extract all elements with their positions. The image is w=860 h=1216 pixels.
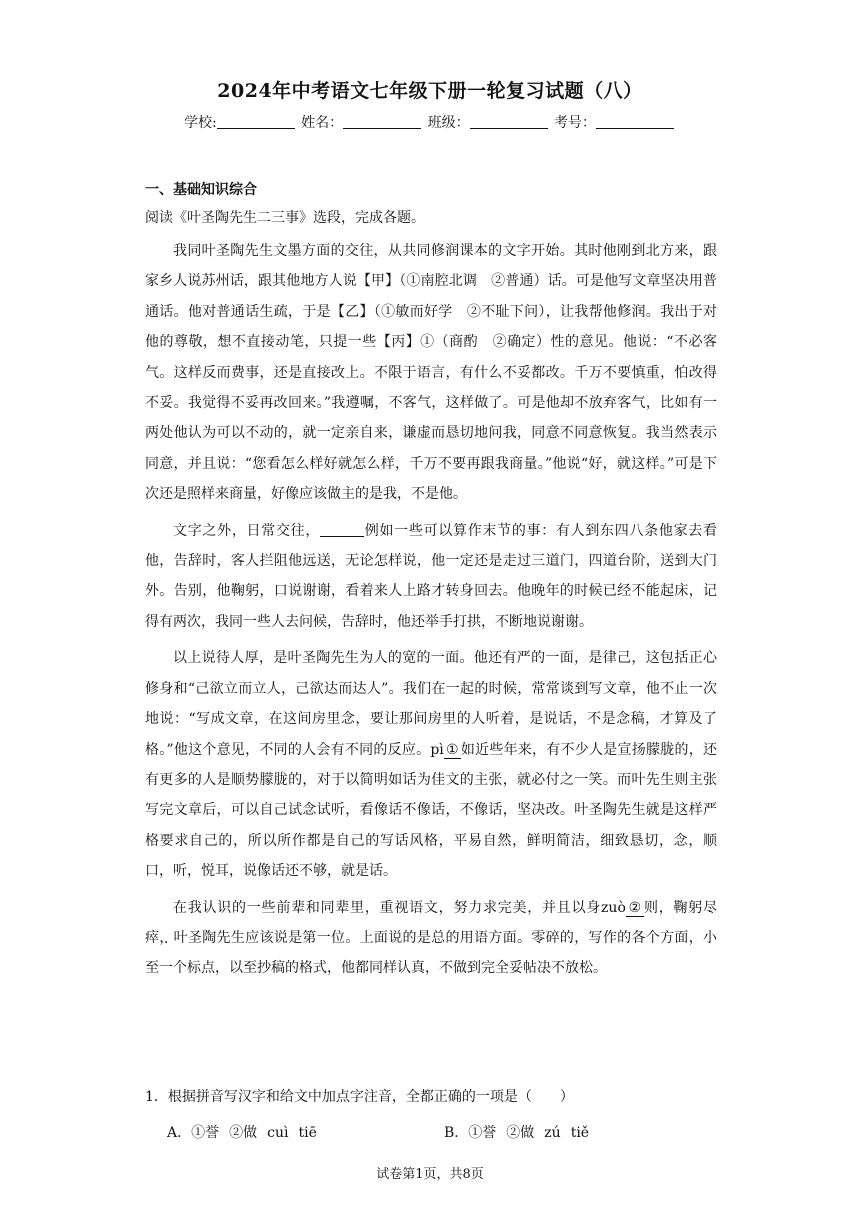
exam-number-blank[interactable]: [596, 114, 674, 129]
paragraph-3-rest: 如近些年来，有不少人是宣扬朦胧的，还有更多的人是顺势朦胧的，对于以简明如话为佳文的主张，就必付之一笑。而叶先生则主张写完文章后，可以自己试念试听，看像话不像话，不像话，坚决改。叶圣陶先生就是这样严格要求自己的，所以所作都是自己的写话风格，平易自然，鲜明简洁，细致恳切，念，顺口，听，悦耳，说像话还不够，就是话。: [145, 741, 718, 880]
option-a-part-3: cuì: [267, 1125, 289, 1141]
paragraph-4-start: 在我认识的一些前辈和同辈里，重视语文，努力求完美，并且以身: [173, 899, 602, 916]
option-a-part-1: A．①誉: [167, 1125, 220, 1141]
option-b-part-2: ②做: [506, 1125, 535, 1141]
exam-number-label: 考号：: [554, 115, 597, 131]
blank-2: ②: [627, 899, 642, 916]
paragraph-4-mid3: ，叶圣陶先生应该说是第一位。上面说的是总的用语方面。零碎的，写作的各个方面，小至一个标点，以至抄稿的格式，他都同样认真，不做到完全妥: [145, 929, 718, 977]
blank-1: ①: [445, 741, 459, 758]
pinyin-zuo: zuò: [601, 899, 626, 916]
option-b-part-1: B．①誉: [444, 1125, 497, 1141]
reading-passage: [145, 236, 717, 984]
paragraph-3-start: 以上说待人厚，是叶圣陶先生为人的宽的一面。他还有严的一面，是律己，这包括正心修身和“己欲立而立人，己欲达而达人”。我们在一起的时候，常常谈到写文章，他不止一次地说：“写成文章，在这间房里念，要让那间房里的人听着，是说话，不是念稿，才算及了格。”他这个意见，不同的人会有不同的反应。: [145, 650, 717, 758]
passage-paragraph-2: [145, 516, 717, 638]
dotted-char-tie: 帖: [523, 960, 537, 977]
exam-title: 2024年中考语文七年级下册一轮复习试题（八）: [217, 80, 643, 102]
paragraph-4-mid2: 尽: [703, 899, 717, 916]
pinyin-pi: pì: [430, 741, 444, 758]
dotted-char-cui: 瘁: [145, 929, 160, 946]
option-b-part-3: zú: [544, 1125, 561, 1141]
passage-paragraph-1: 我同叶圣陶先生文墨方面的交往，从共同修润课本的文字开始。其时他刚到北方来，跟家乡人说苏州话，跟其他地方人说【甲】（①南腔北调 ②普通）话。可是他写文章坚决用普通话。他对普通话生疏，于是【乙】（①敏而好学 ②不耻下问），让我帮他修润。我出于对他的尊敬，想不直接动笔，只提一些【丙】①（商酌 ②确定）性的意见。他说：“不必客气。这样反而费事，还是直接改上。不限于语言，有什么不妥都改。千万不要慎重，怕改得不妥。我觉得不妥再改回来。”我遵嘱，不客气，这样做了。可是他却不放弃客气，比如有一两处他认为可以不动的，就一定亲自来，谦虚而恳切地问我，同意不同意恢复。我当然表示同意，并且说：“您看怎么样好就怎么样，千万不要再跟我商量。”他说“好，就这样。”可是下次还是照样来商量，好像应该做主的是我，不是他。: [145, 243, 717, 503]
school-label: 学校:: [183, 115, 217, 131]
paragraph-2-start: 文字之外，日常交往，: [173, 522, 321, 539]
paragraph-2-rest: 例如一些可以算作末节的事：有人到东四八条他家去看他，告辞时，客人拦阻他远送，无论怎样说，他一定还是走过三道门，四道台阶，送到大门外。告别，他鞠躬，口说谢谢，看着来人上路才转身回去。他晚年的时候已经不能起床，记得有两次，我同一些人去问候，告辞时，他还举手打拱，不断地说谢谢。: [145, 522, 718, 630]
paragraph-4-end: 决不放松。: [537, 960, 607, 977]
passage-paragraph-4: [145, 893, 717, 984]
name-label: 姓名：: [301, 115, 344, 131]
option-b[interactable]: [444, 1122, 589, 1142]
option-a-part-4: tiē: [298, 1125, 317, 1141]
question-1-stem: 1．根据拼音写汉字和给文中加点字注音，全都正确的一项是（ ）: [145, 1089, 574, 1105]
paragraph-4-mid: 则，鞠: [643, 899, 689, 916]
class-blank[interactable]: [470, 114, 548, 129]
student-info-line: [0, 112, 860, 132]
fill-in-blank: [320, 524, 364, 537]
option-a-part-2: ②做: [229, 1125, 258, 1141]
dotted-char-ju: 躬: [688, 899, 703, 916]
page-footer: 试卷第1页，共8页: [376, 1167, 484, 1182]
section-heading: 一、基础知识综合: [145, 182, 257, 198]
passage-paragraph-3: [145, 643, 717, 886]
reading-instruction: 阅读《叶圣陶先生二三事》选段，完成各题。: [145, 210, 425, 226]
name-blank[interactable]: [343, 114, 421, 129]
class-label: 班级：: [427, 115, 470, 131]
school-blank[interactable]: [217, 114, 295, 129]
option-a[interactable]: [167, 1122, 317, 1142]
option-b-part-4: tiě: [570, 1125, 590, 1141]
